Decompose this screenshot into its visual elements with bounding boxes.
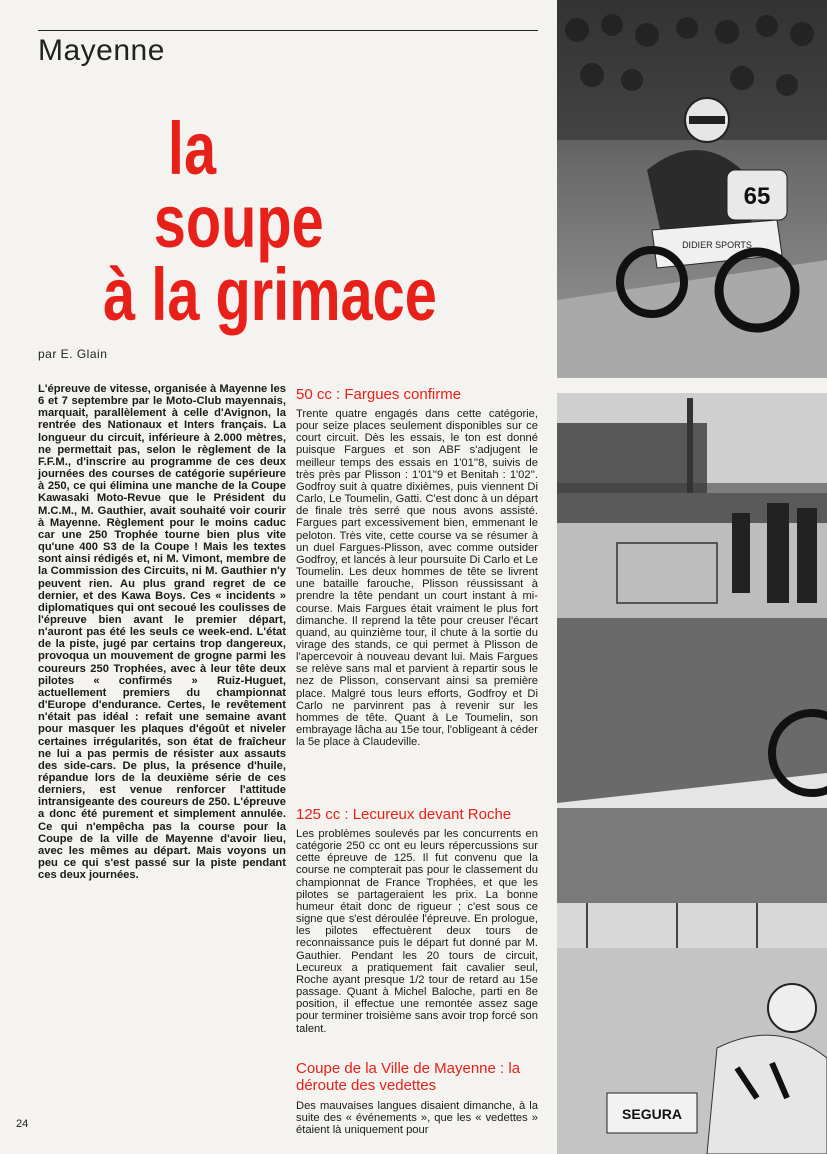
- intro-paragraph: L'épreuve de vitesse, organisée à Mayenne les 6 et 7 septembre par le Moto-Club mayennais, marquait, parallèlement à celle d'Avignon, la rentrée des Nationaux et Inters français. La longueur du circuit, inférieure à 2.000 mètres, ne permettait pas, selon le règlement de la F.F.M., d'inscrire au programme de ces deux journées des courses de catégorie supérieure à 250, ce qui élimina une manche de la Coupe Kawasaki Moto-Revue que le Président du M.C.M., M. Gauthier, avait souhaité voir courir à Mayenne. Règlement pour le moins caduc car une 250 Trophée tourne bien plus vite qu'une 400 S3 de la Coupe ! Mais les textes sont ainsi rédigés et, ni M. Vimont, membre de la Commission des Circuits, ni M. Gauthier n'y peuvent rien. Au plus grand regret de ce dernier, et des Kawa Boys. Ces « incidents » diplomatiques qui ont secoué les coulisses de l'épreuve bien avant le premier départ, n'auront pas été les seuls ce week-end. L'état de la piste, jugé par certains trop dangereux, provoqua un mouvement de grogne parmi les coureurs 250 Trophées, avec à leur tête deux pilotes « confirmés » Ruiz-Huguet, actuellement premiers du championnat d'Europe d'endurance. Certes, le revêtement n'était pas idéal : refait une semaine avant pour masquer les plaques d'égoût et niveler certaines irrégularités, son état de fraîcheur ne lui a pas permis de résister aux assauts des side-cars. De plus, la présence d'huile, répandue lors de la deuxième série de ces derniers, est venue renforcer l'attitude intransigeante des coureurs de 250. L'épreuve a donc été purement et simplement annulée. Ce qui n'empêcha pas la course pour la Coupe de la ville de Mayenne d'avoir lieu, avec les mêmes au départ. Mais voyons un peu ce qui s'est passé sur la piste pendant ces deux journées.: [38, 383, 286, 882]
- subhead-50cc: 50 cc : Fargues confirme: [296, 386, 462, 403]
- body-125cc: [296, 828, 538, 1035]
- photo-track-scene: [557, 393, 827, 808]
- headline-line-3: à la grimace: [103, 253, 437, 336]
- body-coupe-text: Des mauvaises langues disaient dimanche, à la suite des « événements », que les « vedettes » étaient là uniquement pour: [296, 1100, 538, 1137]
- body-125cc-text: Les problèmes soulevés par les concurrents en catégorie 250 cc ont eu leurs répercussions sur cette épreuve de 125. Il fut convenu que la course ne compterait pas pour le classement du championnat de France Trophées, et que les pilotes se partageraient les prix. La bonne humeur était donc de rigueur ; c'est sous ce signe que s'est déroulée l'épreuve. En prologue, les pilotes effectuèrent deux tours de reconnaissance puis le départ fut donné par M. Gauthier. Pendant les 20 tours de circuit, Lecureux a pratiquement fait cavalier seul, Roche ayant presque 1/2 tour de retard au 15e passage. Quant à Michel Baloche, parti en 8e position, il effectue une remontée assez sage pour terminer troisième sans avoir trop forcé son talent.: [296, 828, 538, 1035]
- section-rule: [38, 30, 538, 31]
- body-50cc: [296, 408, 538, 748]
- subhead-125cc: 125 cc : Lecureux devant Roche: [296, 806, 512, 823]
- byline: par E. Glain: [38, 347, 108, 361]
- headline-line-1: la: [167, 107, 217, 190]
- headline-line-2: soupe: [153, 180, 324, 263]
- intro-column: [38, 383, 286, 881]
- photo-rider-65: [557, 0, 827, 378]
- subhead-coupe: Coupe de la Ville de Mayenne : la déroute des vedettes: [296, 1060, 521, 1094]
- section-title: Mayenne: [38, 34, 165, 67]
- page-number: 24: [16, 1118, 29, 1130]
- body-coupe: [296, 1100, 538, 1136]
- segura-label: SEGURA: [622, 1106, 682, 1122]
- plate-number: 65: [743, 183, 771, 210]
- body-50cc-text: Trente quatre engagés dans cette catégorie, pour seize places seulement disponibles sur ce court circuit. Dès les essais, le ton est donné puisque Fargues et son ABF s'adjugent le meilleur temps des essais en 1'01''8, suivis de très près par Plisson : 1'01''9 et Benitah : 1'02''. Godfroy suit à quatre dixièmes, puis viennent Di Carlo, Le Toumelin, Gatti. C'est donc à un départ de finale très serré que nous avons assisté. Fargues part excessivement bien, emmenant le peloton. Très vite, cette course va se résumer à un duel Fargues-Plisson, avec comme outsider Godfroy, et lancés à leur poursuite Di Carlo et Le Toumelin. Les deux hommes de tête se livrent une bataille farouche, Plisson réussissant à prendre la tête pendant un court instant à mi-course. Mais Fargues était vraiment le plus fort dimanche. Il reprend la tête pour creuser l'écart quand, au quinzième tour, il chute à la sortie du virage des stands, ce qui permet à Plisson de l'apercevoir à nouveau devant lui. Mais Fargues se relève sans mal et parvient à repartir sous le nez de Plisson, conservant ainsi sa première place. Malgré tous leurs efforts, Godfroy et Di Carlo ne parvinrent pas à revenir sur les hommes de tête. Quant à Le Toumelin, son embrayage lâcha au 15e tour, l'obligeant à céder la 5e place à Claudeville.: [296, 408, 538, 749]
- sponsor-text: DIDIER SPORTS: [682, 240, 752, 250]
- photo-rider-segura: [557, 808, 827, 1154]
